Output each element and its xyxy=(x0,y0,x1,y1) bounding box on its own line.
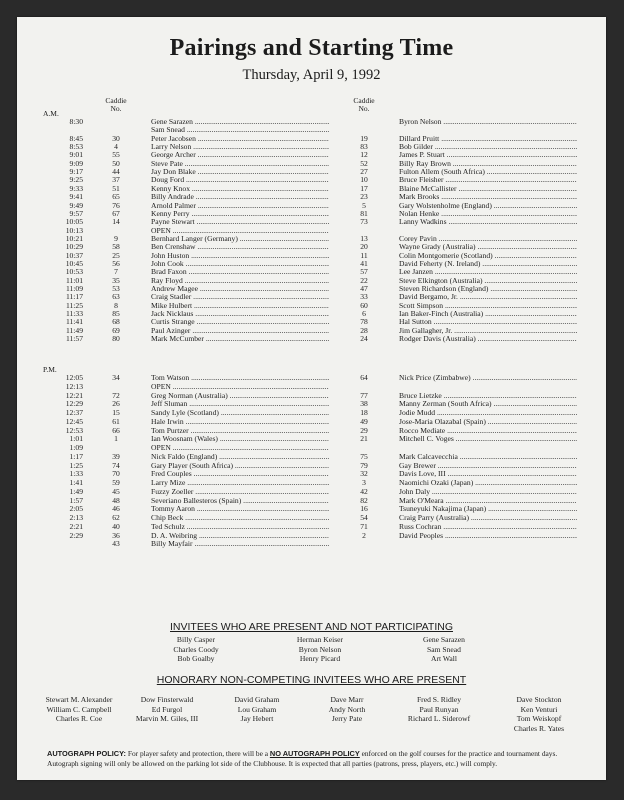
caddie-number: 63 xyxy=(112,292,120,302)
honorary-heading: HONORARY NON-COMPETING INVITEES WHO ARE PRESENT xyxy=(156,674,467,686)
player-name: Steve Pate ..... xyxy=(151,159,329,168)
caddie-number: 5 xyxy=(362,200,366,210)
player-name: Nick Faldo (England) ..... xyxy=(151,452,329,461)
caddie-number: 7 xyxy=(114,267,118,277)
player-name: Ian Woosnam (Wales) ..... xyxy=(151,434,329,443)
player-name: Lee Janzen ..... xyxy=(399,267,577,276)
caddie-number: 74 xyxy=(112,460,120,470)
invitee-name: Dave Marr xyxy=(330,695,364,704)
tee-time: 12:13 xyxy=(65,381,83,391)
invitee-name: Herman Keiser xyxy=(296,635,344,644)
caddie-number: 2 xyxy=(362,530,366,540)
tee-time: 1:41 xyxy=(69,478,83,487)
tee-time: 2:05 xyxy=(69,504,83,514)
player-name: Curtis Strange ..... xyxy=(151,317,329,326)
invitee-name: Ed Furgol xyxy=(151,704,183,714)
tee-time: 1:17 xyxy=(69,451,83,461)
tee-time: 11:01 xyxy=(65,275,83,285)
caddie-number: 82 xyxy=(360,495,368,505)
caddie-number: 39 xyxy=(112,451,120,461)
player-name: Lanny Wadkins ..... xyxy=(399,217,577,226)
tee-time: 2:21 xyxy=(69,521,83,531)
caddie-number: 67 xyxy=(112,208,120,218)
tee-time: 11:49 xyxy=(65,325,83,335)
tee-time: 1:49 xyxy=(69,486,83,496)
invitee-name: Bob Goalby xyxy=(177,654,215,663)
player-name: Larry Mize ..... xyxy=(151,478,329,487)
player-name: Russ Cochran ..... xyxy=(399,522,577,531)
caddie-number: 43 xyxy=(112,539,120,549)
player-name: Davis Love, III ..... xyxy=(399,469,577,478)
player-name: Naomichi Ozaki (Japan) ..... xyxy=(399,478,577,487)
tee-time: 11:33 xyxy=(65,309,83,319)
caddie-header-right xyxy=(353,97,375,113)
caddie-number: 28 xyxy=(360,325,368,335)
invitee-name: Charles Coody xyxy=(173,644,219,654)
caddie-number: 6 xyxy=(362,309,366,319)
invitee-name: Ken Venturi xyxy=(520,704,558,714)
player-name: Chip Beck ..... xyxy=(151,513,329,522)
caddie-number: 24 xyxy=(360,334,368,344)
player-name: Kenny Perry ..... xyxy=(151,209,329,218)
tee-time: 9:25 xyxy=(69,175,83,185)
invitee-name: Paul Runyan xyxy=(419,704,459,714)
caddie-number: 20 xyxy=(360,242,368,252)
caddie-number: 76 xyxy=(112,200,120,210)
player-name: Colin Montgomerie (Scotland) ..... xyxy=(399,251,577,260)
player-name: Peter Jacobsen ..... xyxy=(151,134,329,143)
caddie-number: 68 xyxy=(112,317,120,327)
pairing-row xyxy=(17,391,606,400)
player-name: Billy Ray Brown ..... xyxy=(399,159,577,168)
player-name: Brad Faxon ..... xyxy=(151,267,329,276)
tee-time: 10:37 xyxy=(65,250,83,260)
player-name: Nick Price (Zimbabwe) ..... xyxy=(399,373,577,382)
autograph-policy xyxy=(47,749,582,768)
player-name: John Cook ..... xyxy=(151,259,329,268)
pairing-row xyxy=(17,417,606,426)
caddie-number: 10 xyxy=(360,175,368,185)
pairing-row xyxy=(17,461,606,470)
player-name: John Huston ..... xyxy=(151,251,329,260)
player-name: Wayne Grady (Australia) ..... xyxy=(399,242,577,251)
caddie-number: 41 xyxy=(360,258,368,268)
tee-time: 12:37 xyxy=(65,408,83,417)
caddie-number: 64 xyxy=(360,373,368,382)
caddie-number: 85 xyxy=(112,309,120,319)
caddie-number: 83 xyxy=(360,142,368,152)
invitee-name: Stewart M. Alexander xyxy=(45,695,113,704)
caddie-number: 57 xyxy=(360,267,368,277)
player-name: David Peoples ..... xyxy=(399,531,577,540)
honorary-column xyxy=(389,695,489,724)
tee-time: 12:29 xyxy=(65,399,83,409)
invitee-name: Marvin M. Giles, III xyxy=(135,714,199,723)
player-name: Mark Brooks ..... xyxy=(399,192,577,201)
caddie-number: 78 xyxy=(360,317,368,327)
caddie-number: 61 xyxy=(112,416,120,426)
player-name: Ray Floyd ..... xyxy=(151,276,329,285)
caddie-number: 14 xyxy=(112,217,120,227)
invitee-name: Art Wall xyxy=(430,654,458,663)
caddie-number: 18 xyxy=(360,408,368,417)
caddie-number: 47 xyxy=(360,284,368,293)
player-name: Billy Mayfair ..... xyxy=(151,539,329,548)
tee-time: 11:17 xyxy=(65,292,83,302)
player-name: Manny Zerman (South Africa) ..... xyxy=(399,399,577,408)
tee-time: 11:57 xyxy=(65,334,83,344)
player-name: Bruce Fleisher ..... xyxy=(399,175,577,184)
player-name: Hal Sutton ..... xyxy=(399,317,577,326)
player-name: Andrew Magee ..... xyxy=(151,284,329,293)
player-name: Tommy Aaron ..... xyxy=(151,504,329,513)
caddie-number: 46 xyxy=(112,504,120,514)
caddie-number: 45 xyxy=(112,486,120,496)
caddie-number: 71 xyxy=(360,521,368,531)
tee-time: 9:57 xyxy=(69,208,83,218)
caddie-number: 79 xyxy=(360,460,368,470)
caddie-number: 69 xyxy=(112,325,120,335)
player-name: Steven Richardson (England) ..... xyxy=(399,284,577,293)
invitee-name: Charles R. Yates xyxy=(513,723,565,733)
caddie-number: 50 xyxy=(112,158,120,168)
invitees-column xyxy=(389,635,499,664)
invitee-name: Charles R. Coe xyxy=(55,714,103,723)
caddie-number: 51 xyxy=(112,183,120,193)
caddie-number: 60 xyxy=(360,300,368,310)
caddie-number: 77 xyxy=(360,390,368,400)
tee-time: 10:05 xyxy=(65,217,83,227)
player-name: Jim Gallagher, Jr. ..... xyxy=(399,326,577,335)
player-name: David Feherty (N. Ireland) ..... xyxy=(399,259,577,268)
player-name: Corey Pavin ..... xyxy=(399,234,577,243)
player-name: John Daly ..... xyxy=(399,487,577,496)
player-name: Jodie Mudd ..... xyxy=(399,408,577,417)
player-name: Severiano Ballesteros (Spain) ..... xyxy=(151,496,329,505)
invitee-name: Lou Graham xyxy=(237,704,277,714)
player-name: David Bergamo, Jr. ..... xyxy=(399,292,577,301)
caddie-number: 52 xyxy=(360,158,368,168)
pairing-row xyxy=(17,487,606,496)
caddie-number: 12 xyxy=(360,150,368,160)
pairing-row xyxy=(17,399,606,408)
player-name: Fulton Allem (South Africa) ..... xyxy=(399,167,577,176)
invitee-name: Dave Stockton xyxy=(516,695,562,704)
tee-time: 12:53 xyxy=(65,425,83,435)
pairing-row xyxy=(17,426,606,435)
pairing-row xyxy=(17,334,606,343)
pairing-row xyxy=(17,373,606,382)
player-name: Craig Stadler ..... xyxy=(151,292,329,301)
policy-emphasis: NO AUTOGRAPH POLICY xyxy=(269,749,360,758)
pairing-row xyxy=(17,496,606,505)
caddie-number: 11 xyxy=(360,250,368,260)
caddie-number: 23 xyxy=(360,192,368,202)
player-name: Fuzzy Zoeller ..... xyxy=(151,487,329,496)
pairing-row xyxy=(17,443,606,452)
player-name: Blaine McCallister ..... xyxy=(399,184,577,193)
tee-time: 1:57 xyxy=(69,495,83,505)
caddie-header-label: Caddie xyxy=(353,96,375,105)
player-name: Mike Hulbert ..... xyxy=(151,301,329,310)
player-name: Rodger Davis (Australia) ..... xyxy=(399,334,577,343)
player-name: Nolan Henke ..... xyxy=(399,209,577,218)
tee-time: 10:45 xyxy=(65,258,83,268)
invitee-name: Jay Hebert xyxy=(240,714,274,723)
caddie-number: 54 xyxy=(360,513,368,522)
caddie-number: 55 xyxy=(112,150,120,160)
tee-time: 10:13 xyxy=(65,225,83,235)
caddie-number: 1 xyxy=(114,434,118,444)
tee-time: 8:53 xyxy=(69,142,83,152)
caddie-number: 29 xyxy=(360,425,368,435)
caddie-number: 81 xyxy=(360,208,368,218)
pairing-row xyxy=(17,452,606,461)
player-name: Jay Don Blake ..... xyxy=(151,167,329,176)
player-name: Ted Schulz ..... xyxy=(151,522,329,531)
caddie-number: 75 xyxy=(360,451,368,461)
player-name: Mark O'Meara ..... xyxy=(399,496,577,505)
invitee-name: Tom Weiskopf xyxy=(516,714,562,723)
tee-time: 10:21 xyxy=(65,233,83,243)
player-name: Steve Elkington (Australia) ..... xyxy=(399,276,577,285)
caddie-number: 58 xyxy=(112,242,120,252)
tee-time: 12:45 xyxy=(65,416,83,426)
caddie-number: 56 xyxy=(112,258,120,268)
player-name: Ian Baker-Finch (Australia) ..... xyxy=(399,309,577,318)
invitee-name: Andy North xyxy=(328,704,366,714)
player-name: Hale Irwin ..... xyxy=(151,417,329,426)
player-name: Billy Andrade ..... xyxy=(151,192,329,201)
tee-time: 11:41 xyxy=(65,317,83,327)
honorary-column xyxy=(29,695,129,724)
honorary-column xyxy=(117,695,217,724)
player-name: Tom Purtzer ..... xyxy=(151,426,329,435)
tee-time: 1:01 xyxy=(69,434,83,444)
player-name: D. A. Weibring ..... xyxy=(151,531,329,540)
caddie-header-left xyxy=(105,97,127,113)
player-name: Byron Nelson ..... xyxy=(399,117,577,126)
am-label: A.M. xyxy=(43,109,59,118)
policy-text-b: enforced on the golf courses for the practice and tournament days. Autograph signing will only be allowed on the parking lot side of the Clubhouse. It is expected that all parties (patrons, press, players, etc.) will comply. xyxy=(47,749,558,768)
invitee-name: Dow Finsterwald xyxy=(140,695,194,704)
player-name: Sandy Lyle (Scotland) ..... xyxy=(151,408,329,417)
player-name: Doug Ford ..... xyxy=(151,175,329,184)
caddie-header-label: Caddie xyxy=(105,96,127,105)
invitee-name: Byron Nelson xyxy=(298,644,342,654)
pairing-row xyxy=(17,531,606,540)
player-name: Sam Snead ..... xyxy=(151,125,329,134)
tee-time: 10:53 xyxy=(65,267,83,277)
caddie-number: 33 xyxy=(360,292,368,302)
caddie-no-label: No. xyxy=(110,104,122,113)
player-name: Scott Simpson ..... xyxy=(399,301,577,310)
invitee-name: Henry Picard xyxy=(299,654,341,663)
player-name: Kenny Knox ..... xyxy=(151,184,329,193)
player-name: Mark McCumber ..... xyxy=(151,334,329,343)
pm-label: P.M. xyxy=(43,365,57,374)
caddie-number: 49 xyxy=(360,416,368,426)
pairing-row xyxy=(17,504,606,513)
tee-time: 9:09 xyxy=(69,158,83,168)
caddie-number: 42 xyxy=(360,486,368,496)
caddie-number: 27 xyxy=(360,167,368,177)
caddie-number: 65 xyxy=(112,192,120,202)
player-name: Gene Sarazen ..... xyxy=(151,117,329,126)
caddie-number: 22 xyxy=(360,275,368,285)
caddie-number: 34 xyxy=(112,373,120,382)
player-name: OPEN ..... xyxy=(151,382,329,391)
caddie-number: 19 xyxy=(360,133,368,143)
caddie-number: 70 xyxy=(112,469,120,479)
pairing-row xyxy=(17,469,606,478)
page-date: Thursday, April 9, 1992 xyxy=(242,67,381,83)
player-name: Gay Brewer ..... xyxy=(399,461,577,470)
player-name: Arnold Palmer ..... xyxy=(151,201,329,210)
tee-time: 9:41 xyxy=(69,192,83,202)
player-name: Gary Player (South Africa) ..... xyxy=(151,461,329,470)
player-name: Craig Parry (Australia) ..... xyxy=(399,513,577,522)
policy-label: AUTOGRAPH POLICY: xyxy=(47,749,126,758)
pairing-row xyxy=(17,382,606,391)
player-name: Bob Gilder ..... xyxy=(399,142,577,151)
invitees-heading: INVITEES WHO ARE PRESENT AND NOT PARTICIPATING xyxy=(170,621,453,633)
caddie-number: 35 xyxy=(112,275,120,285)
caddie-number: 32 xyxy=(360,469,368,479)
tee-time: 2:29 xyxy=(69,530,83,540)
tee-time: 8:30 xyxy=(69,117,83,126)
tee-time: 12:21 xyxy=(65,390,83,400)
caddie-number: 40 xyxy=(112,521,120,531)
caddie-number: 15 xyxy=(112,408,120,417)
player-name: Greg Norman (Australia) ..... xyxy=(151,391,329,400)
invitee-name: Gene Sarazen xyxy=(423,635,465,644)
honorary-column xyxy=(489,695,589,733)
player-name: Jose-Maria Olazabal (Spain) ..... xyxy=(399,417,577,426)
pairing-row xyxy=(17,539,606,548)
player-name: OPEN ..... xyxy=(151,443,329,452)
tee-time: 9:49 xyxy=(69,200,83,210)
caddie-number: 13 xyxy=(360,233,368,243)
tee-time: 10:29 xyxy=(65,242,83,252)
page-title: Pairings and Starting Time xyxy=(169,35,454,61)
honorary-column xyxy=(207,695,307,724)
invitees-column xyxy=(141,635,251,664)
invitee-name: Richard L. Siderowf xyxy=(407,714,471,723)
player-name: Ben Crenshaw ..... xyxy=(151,242,329,251)
player-name: Larry Nelson ..... xyxy=(151,142,329,151)
caddie-number: 3 xyxy=(362,478,366,487)
player-name: Bruce Lietzke ..... xyxy=(399,391,577,400)
caddie-number: 38 xyxy=(360,399,368,409)
invitee-name: Jerry Pate xyxy=(331,714,363,723)
invitee-name: Sam Snead xyxy=(427,644,461,654)
caddie-number: 72 xyxy=(112,390,120,400)
caddie-number: 48 xyxy=(112,495,120,505)
tee-time: 8:45 xyxy=(69,133,83,143)
player-name: OPEN ..... xyxy=(151,226,329,235)
player-name: Rocco Mediate ..... xyxy=(399,426,577,435)
caddie-number: 62 xyxy=(112,513,120,522)
pairing-row xyxy=(17,478,606,487)
player-name: James P. Stuart ..... xyxy=(399,150,577,159)
tee-time: 11:09 xyxy=(65,284,83,293)
caddie-number: 36 xyxy=(112,530,120,540)
player-name: Jack Nicklaus ..... xyxy=(151,309,329,318)
caddie-no-label: No. xyxy=(358,104,370,113)
player-name: George Archer ..... xyxy=(151,150,329,159)
caddie-number: 25 xyxy=(112,250,120,260)
tee-time: 9:17 xyxy=(69,167,83,177)
player-name: Mark Calcavecchia ..... xyxy=(399,452,577,461)
tee-time: 2:13 xyxy=(69,513,83,522)
player-name: Bernhard Langer (Germany) ..... xyxy=(151,234,329,243)
caddie-number: 8 xyxy=(114,300,118,310)
pairing-row xyxy=(17,434,606,443)
player-name: Tsuneyuki Nakajima (Japan) ..... xyxy=(399,504,577,513)
tee-time: 1:33 xyxy=(69,469,83,479)
caddie-number: 4 xyxy=(114,142,118,152)
tee-time: 9:33 xyxy=(69,183,83,193)
pairings-sheet xyxy=(17,17,606,780)
player-name: Tom Watson ..... xyxy=(151,373,329,382)
honorary-column xyxy=(297,695,397,724)
tee-time: 1:25 xyxy=(69,460,83,470)
tee-time: 11:25 xyxy=(65,300,83,310)
invitee-name: Fred S. Ridley xyxy=(416,695,462,704)
tee-time: 12:05 xyxy=(65,373,83,382)
tee-time: 1:09 xyxy=(69,443,83,452)
invitees-column xyxy=(265,635,375,664)
player-name: Mitchell C. Voges ..... xyxy=(399,434,577,443)
caddie-number: 17 xyxy=(360,183,368,193)
caddie-number: 21 xyxy=(360,434,368,444)
caddie-number: 59 xyxy=(112,478,120,487)
invitee-name: Billy Casper xyxy=(176,635,216,644)
tee-time: 9:01 xyxy=(69,150,83,160)
caddie-number: 30 xyxy=(112,133,120,143)
invitee-name: David Graham xyxy=(234,695,280,704)
caddie-number: 37 xyxy=(112,175,120,185)
caddie-number: 73 xyxy=(360,217,368,227)
caddie-number: 80 xyxy=(112,334,120,344)
player-name: Dillard Pruitt ..... xyxy=(399,134,577,143)
pairing-row xyxy=(17,513,606,522)
caddie-number: 16 xyxy=(360,504,368,514)
player-name: Jeff Sluman ..... xyxy=(151,399,329,408)
caddie-number: 53 xyxy=(112,284,120,293)
policy-text-a: For player safety and protection, there will be a xyxy=(125,749,270,758)
pairing-row xyxy=(17,408,606,417)
player-name: Paul Azinger ..... xyxy=(151,326,329,335)
player-name: Fred Couples ..... xyxy=(151,469,329,478)
caddie-number: 66 xyxy=(112,425,120,435)
pairing-row xyxy=(17,522,606,531)
invitee-name: William C. Campbell xyxy=(46,704,112,714)
caddie-number: 9 xyxy=(114,233,118,243)
caddie-number: 26 xyxy=(112,399,120,409)
player-name: Gary Wolstenholme (England) ..... xyxy=(399,201,577,210)
player-name: Payne Stewart ..... xyxy=(151,217,329,226)
caddie-number: 44 xyxy=(112,167,120,177)
